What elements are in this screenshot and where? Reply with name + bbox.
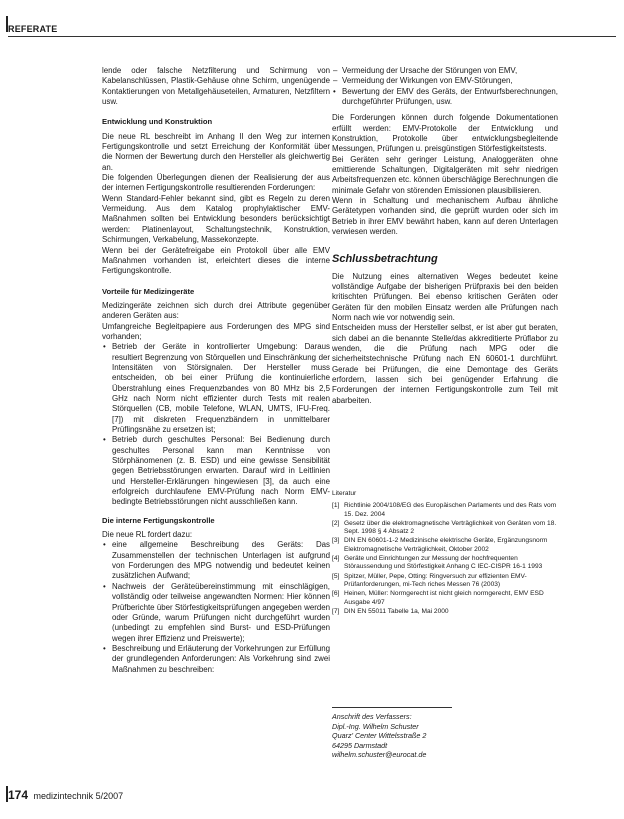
literature-number: [7]: [332, 607, 340, 615]
literature-number: [3]: [332, 537, 340, 545]
literature-list: [332, 490, 558, 617]
address-line: 64295 Darmstadt: [332, 740, 388, 750]
literature-number: [4]: [332, 555, 340, 563]
literature-text: DIN EN 60601-1-2 Medizinische elektrische Geräte, Ergänzungsnorm Elektromagnetische Verträglichkeit, Oktober 2002: [344, 537, 548, 553]
paragraph: Bei Geräten sehr geringer Leistung, Analoggeräten ohne emittierende Schaltungen, Digitalgeräten mit sehr niedrigen Arbeitsfrequenzen etc. können überschlägige Berechnungen die minimale Gefahr von störenden Emissionen plausibilisieren.: [332, 154, 558, 195]
intro-paragraph: lende oder falsche Netzfilterung und Schirmung von Kabelanschlüssen, Plastik-Gehäuse ohne Schirm, ungenügende Kontaktierungen von Metallgehäuseteilen, Armaturen, Netzfiltern usw.: [102, 66, 330, 107]
left-column: [102, 66, 330, 681]
paragraph: Medizingeräte zeichnen sich durch drei Attribute gegenüber anderen Geräten aus:: [102, 300, 330, 321]
paragraph: Entscheiden muss der Hersteller selbst, er ist aber gut beraten, sich dabei an die benannte Stelle/das akkreditierte Prüflabor zu wenden, die die Prüfung nach MPG oder die sicherheitstechnische Prüfung nach EN 60601-1 durchführt. Gerade bei Prüfungen, die eine Demontage des Geräts erfordern, lassen sich bei genügender Erfahrung die Forderungen der internen Fertigungskontrolle zum Teil mit abarbeiten.: [332, 323, 558, 405]
literature-text: Gesetz über die elektromagnetische Verträglichkeit von Geräten vom 18. Sept. 1998 § 4 Absatz 2: [344, 519, 557, 536]
literature-text: Richtlinie 2004/108/EG des Europäischen Parlaments und des Rats vom 15. Dez. 2004: [344, 502, 557, 518]
paragraph: Die neue RL beschreibt im Anhang II den Weg zur internen Fertigungskontrolle und setzt Erreichung der Konformität über die Normen der Bewertung durch den Hersteller als gleichwertig an.: [102, 131, 330, 172]
list-item: • Betrieb durch geschultes Personal: Bei Bedienung durch geschultes Personal kann man Kenntnisse von Störphänomenen (z. B. ESD) und eine gewisse Sensibilität gegen Betriebsstörungen erwarten. Darauf wird in Leitlinien und Hersteller-Erklärungen hingewiesen [3], da auch eine erfolgreich durchlaufene EMV-Prüfung nach Norm EMV-bedingte Betriebsstörungen nicht ausschließen kann.: [112, 435, 330, 507]
literature-number: [5]: [332, 572, 340, 580]
heading-entwicklung: Entwicklung und Konstruktion: [102, 117, 213, 127]
paragraph: Umfangreiche Begleitpapiere aus Forderungen des MPG sind vorhanden;: [102, 321, 330, 341]
paragraph: Die folgenden Überlegungen dienen der Realisierung der aus der internen Fertigungskontrolle resultierenden Forderungen:: [102, 173, 330, 193]
address-line: Quarz' Center Wittelsstraße 2: [332, 731, 427, 741]
section-title: Schlussbetrachtung: [332, 252, 438, 265]
bullet-list: [102, 540, 330, 674]
bullet-list: [332, 87, 558, 108]
address-line: Dipl.-Ing. Wilhelm Schuster: [332, 721, 419, 731]
literature-title: Literatur: [332, 490, 357, 497]
list-item: – Vermeidung der Ursache der Störungen von EMV,: [342, 66, 558, 76]
address-email: wilhelm.schuster@eurocat.de: [332, 750, 427, 760]
paragraph: Wenn in Schaltung und mechanischem Aufbau ähnliche Gerätetypen vorhanden sind, die geprüft wurden oder sich im Betrieb in ihrer EMV bewährt haben, kann auf deren Unterlagen verwiesen werden.: [332, 196, 558, 237]
literature-item: [332, 590, 558, 607]
address-label: Anschrift des Verfassers:: [332, 712, 412, 721]
literature-number: [2]: [332, 519, 340, 527]
literature-item: [332, 502, 558, 519]
journal-name: medizintechnik 5/2007: [33, 791, 124, 801]
list-item: • eine allgemeine Beschreibung des Geräts: Das Zusammenstellen der technischen Unterlagen ist aufgrund von Forderungen des MPG notwendig und bedeutet keinen zusätzlichen Aufwand;: [112, 540, 330, 581]
heading-vorteile: Vorteile für Medizingeräte: [102, 286, 195, 296]
paragraph: Wenn Standard-Fehler bekannt sind, gibt es Regeln zu deren Vermeidung. Aus dem Katalog prophylaktischer EMV-Maßnahmen sollten bei Entwicklung besonders berücksichtigt werden: Platinenlayout, Schaltungstechnik, Konstruktion, Schirmungen, Verkabelung, Massekonzepte.: [102, 193, 330, 245]
list-item: • Beschreibung und Erläuterung der Vorkehrungen zur Erfüllung der grundlegenden Anforderungen: Als Vorkehrung sind zwei Maßnahmen zu beschreiben:: [112, 644, 330, 675]
literature-number: [6]: [332, 590, 340, 598]
literature-text: Geräte und Einrichtungen zur Messung der hochfrequenten Störaussendung und Störfestigkeit Anhang C IEC-CISPR 16-1 1993: [344, 555, 543, 571]
list-item: – Vermeidung der Wirkungen von EMV-Störungen,: [342, 76, 558, 86]
literature-item: [332, 573, 558, 590]
list-item: • Bewertung der EMV des Geräts, der Entwurfsberechnungen, durchgeführter Prüfungen, usw.: [342, 87, 558, 108]
dash-list: [332, 66, 558, 87]
paragraph: Wenn bei der Gerätefreigabe ein Protokoll über alle EMV Maßnahmen vorhanden ist, erleichtert dieses die interne Fertigungskontrolle.: [102, 245, 330, 276]
page-number: 174: [8, 788, 29, 802]
literature-text: Spitzer, Müller, Pepe, Otting: Ringversuch zur effizienten EMV-Prüfanforderungen, mi-Tech riches Messen 76 (2003): [344, 572, 527, 588]
bullet-list: [102, 342, 330, 508]
section-tag: REFERATE: [8, 24, 58, 34]
literature-item: [332, 520, 558, 537]
literature-text: Heinen, Müller: Normgerecht ist nicht gleich normgerecht, EMV ESD Ausgabe 4/97: [344, 590, 544, 606]
literature-item: [332, 608, 558, 616]
literature-number: [1]: [332, 502, 340, 510]
list-item: • Betrieb der Geräte in kontrollierter Umgebung: Daraus resultiert Begrenzung von Störquellen und Einschränkung der Intensitäten von Störsignalen. Der Hersteller muss entscheiden, ob bei einer Prüfung die kontinuierliche Überstrahlung eines Frequenzbandes von 80 MHz bis 2,5 GHz nach Norm nicht effizienter durch Tests mit realen Störquellen (CB, mobile Telefone, WLAN, UMTS, IFU-Freq. [7]) mit diskreten Frequenzbändern in unmittelbarer Prüflingsnähe zu ersetzen ist;: [112, 342, 330, 435]
list-item: • Nachweis der Geräteübereinstimmung mit einschlägigen, vollständig oder teilweise angewandten Normen: Hier können Prüfberichte über Störfestigkeitsprüfungen angegeben werden oder Gründe, warum Prüfungen nicht durchgeführt wurden (unbedingt zu empfehlen sind Burst- und ESD-Prüfungen wegen ihrer Effizienz und Preiswerte);: [112, 582, 330, 644]
paragraph: Die neue RL fordert dazu:: [102, 530, 193, 540]
page-footer: [8, 788, 123, 802]
paragraph: Die Forderungen können durch folgende Dokumentationen erfüllt werden: EMV-Protokolle der Entwicklung und Konstruktion, Protokolle über entwicklungsbegleitende Messungen, Prüfungen u. preisgünstigen Störfestigkeitstests.: [332, 113, 558, 154]
literature-item: [332, 537, 558, 554]
literature-item: [332, 555, 558, 572]
literature-text: DIN EN 55011 Tabelle 1a, Mai 2000: [344, 607, 449, 615]
heading-fertigungskontrolle: Die interne Fertigungskontrolle: [102, 515, 215, 525]
header-rule: [8, 36, 616, 37]
address-rule: [332, 707, 452, 708]
paragraph: Die Nutzung eines alternativen Weges bedeutet keine vollständige Aufgabe der bisherigen Prüfpraxis bei den beiden kritischten Prüfungen. Bei ebenso kritischen Geräten oder Geräten für den mobilen Einsatz werden alle Prüfungen nach Norm nach wie vor notwendig sein.: [332, 271, 558, 322]
author-address: [332, 712, 558, 760]
right-column: [332, 66, 558, 416]
